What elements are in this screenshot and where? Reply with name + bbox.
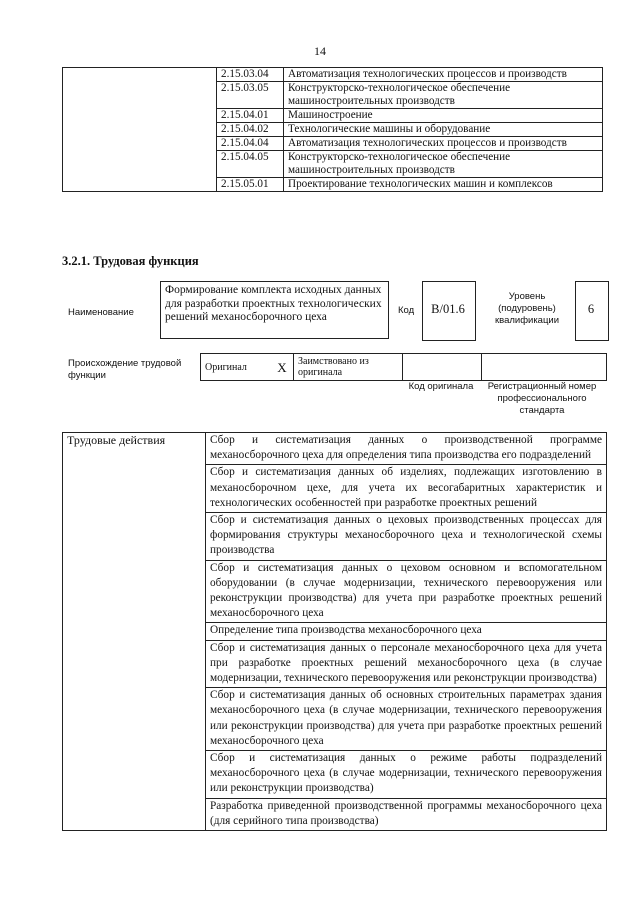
function-level: 6	[587, 302, 595, 316]
page-number: 14	[314, 44, 326, 58]
labor-action: Разработка приведенной производственной программы механосборочного цеха (для серийного типа производства)	[206, 798, 607, 830]
specialty-name: Автоматизация технологических процессов и производств	[284, 137, 603, 151]
section-title: 3.2.1. Трудовая функция	[62, 254, 199, 268]
level-label: Уровень (подуровень) квалификации	[494, 291, 560, 326]
specialty-name: Конструкторско-технологическое обеспечение машиностроительных производств	[284, 151, 603, 178]
function-name: Формирование комплекта исходных данных для разработки проектных технологических решений механосборочного цеха	[160, 281, 389, 339]
labor-action: Сбор и систематизация данных о персонале механосборочного цеха для учета при разработке проектных решений механосборочного цеха (в случае модернизации, технического перевооружения или реконструкции производства)	[206, 640, 607, 688]
function-code: B/01.6	[431, 302, 465, 316]
labor-action: Определение типа производства механосборочного цеха	[206, 623, 607, 640]
specialty-code: 2.15.05.01	[217, 178, 284, 192]
labor-action: Сбор и систематизация данных о цеховых производственных процессах для формирования структуры механосборочного цеха и технологической схемы производства	[206, 513, 607, 561]
labor-action: Сбор и систематизация данных о производственной программе механосборочного цеха для определения типа производства его подразделений	[206, 433, 607, 465]
labor-action: Сбор и систематизация данных об основных строительных параметрах здания механосборочного цеха (в случае модернизации, технического перевооружения или реконструкции производства) для учета при разработке проектных решений механосборочного цеха	[206, 688, 607, 751]
labor-action: Сбор и систематизация данных о режиме работы подразделений механосборочного цеха (в случае модернизации, технического перевооружения или реконструкции производства)	[206, 751, 607, 799]
labor-action: Сбор и систематизация данных об изделиях, подлежащих изготовлению в механосборочном цехе, для учета их весогабаритных характеристик и технологических особенностей при разработке проектных решений	[206, 465, 607, 513]
labor-actions-table	[62, 432, 607, 831]
specialty-code: 2.15.04.04	[217, 137, 284, 151]
specialties-table	[62, 67, 603, 192]
name-label: Наименование	[68, 307, 134, 318]
specialty-name: Машиностроение	[284, 109, 603, 123]
labor-action: Сбор и систематизация данных о цеховом основном и вспомогательном оборудовании (в случае модернизации, технического перевооружения или реконструкции производства) для учета при разработке проектных решений механосборочного цеха	[206, 560, 607, 623]
origin-label: Происхождение трудовой функции	[68, 358, 182, 381]
specialty-code: 2.15.04.02	[217, 123, 284, 137]
specialty-code: 2.15.03.05	[217, 82, 284, 109]
specialty-name: Автоматизация технологических процессов и производств	[284, 68, 603, 82]
specialties-blank-cell	[63, 68, 217, 192]
origin-mark: X	[271, 354, 294, 381]
origin-original: Оригинал	[201, 354, 272, 381]
specialty-row	[63, 68, 603, 82]
origin-reg-cell	[482, 354, 607, 381]
specialty-code: 2.15.03.04	[217, 68, 284, 82]
specialty-name: Технологические машины и оборудование	[284, 123, 603, 137]
specialty-code: 2.15.04.05	[217, 151, 284, 178]
origin-borrowed: Заимствовано из оригинала	[294, 354, 403, 381]
origin-code-cell	[403, 354, 482, 381]
labor-actions-label: Трудовые действия	[63, 433, 206, 831]
specialty-code: 2.15.04.01	[217, 109, 284, 123]
origin-code-caption: Код оригинала	[408, 381, 474, 392]
specialty-name: Проектирование технологических машин и комплексов	[284, 178, 603, 192]
specialty-name: Конструкторско-технологическое обеспечение машиностроительных производств	[284, 82, 603, 109]
code-label: Код	[398, 305, 415, 316]
labor-action-row	[63, 433, 607, 465]
origin-reg-caption: Регистрационный номер профессионального стандарта	[487, 381, 597, 416]
origin-table	[200, 353, 607, 381]
